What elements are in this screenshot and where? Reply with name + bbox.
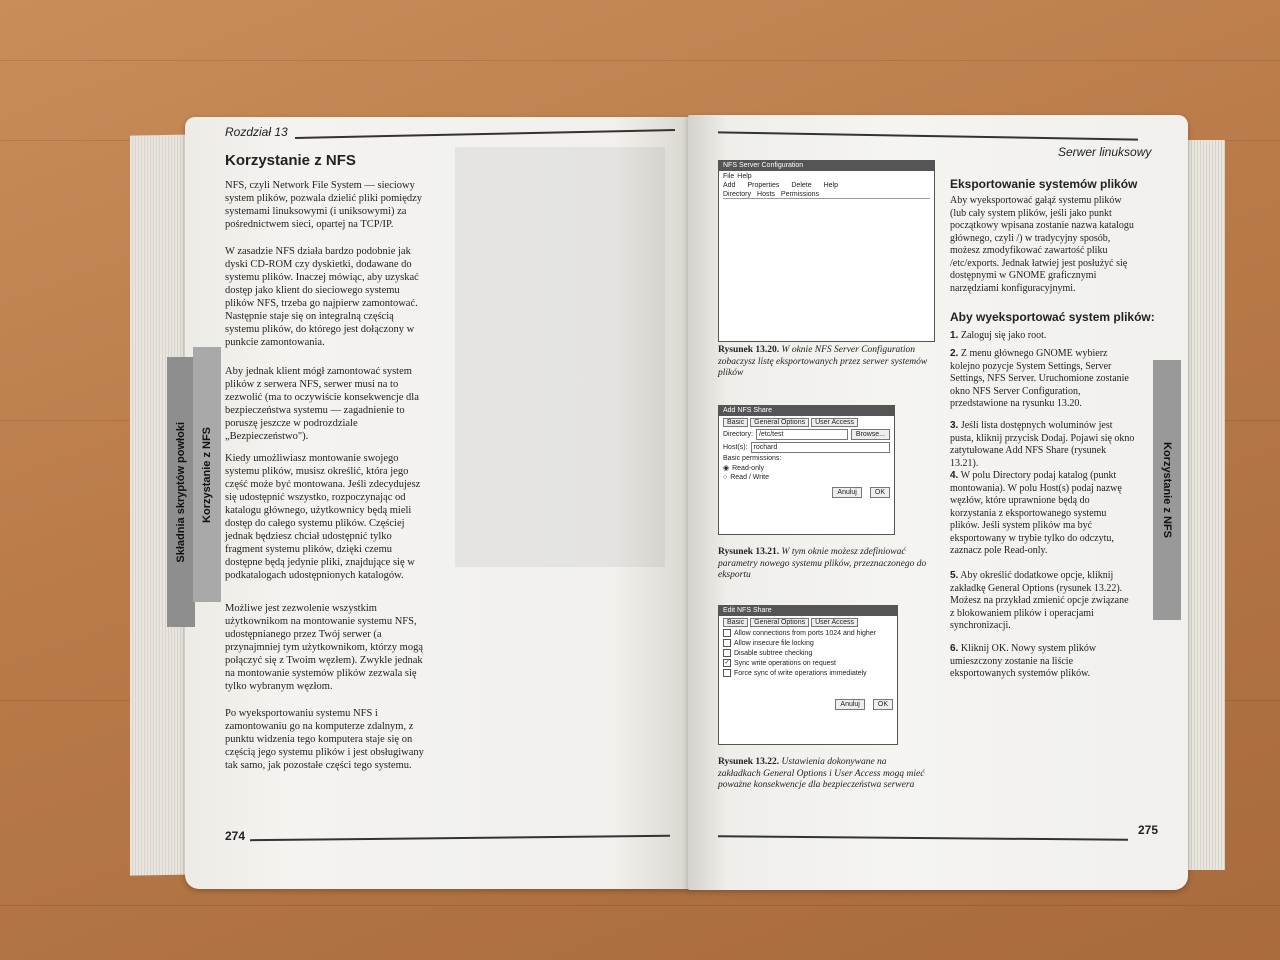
toolbar-add[interactable]: Add bbox=[723, 182, 736, 189]
step-2: 2. Z menu głównego GNOME wybierz kolejno pozycje System Settings, Server Settings, NFS Server. Uruchomione zostanie okno NFS Server Configuration, przedstawione na rysunku 13.20. bbox=[950, 348, 1129, 409]
left-page-number: 274 bbox=[225, 829, 246, 843]
open-book bbox=[110, 95, 1230, 895]
ok-button[interactable]: OK bbox=[873, 699, 893, 710]
tab-user-access[interactable]: User Access bbox=[811, 418, 858, 427]
paragraph-6: Po wyeksportowaniu systemu NFS i zamontowaniu go na komputerze zdalnym, z punktu widzenia tego komputera staje się on częścią jego systemu plików i jest obsługiwany tak samo, jak pozostałe części tego systemu. bbox=[225, 708, 424, 771]
step-5: 5. Aby określić dodatkowe opcje, kliknij zakładkę General Options (rysunek 13.22). Możesz na przykład zmienić opcje związane z blokowaniem plików i operacjami synchronizacji. bbox=[950, 570, 1129, 631]
checkbox-icon[interactable] bbox=[723, 649, 731, 657]
read-write-option: Read / Write bbox=[730, 474, 770, 481]
paragraph-1: NFS, czyli Network File System — sieciowy system plików, pozwala dzielić pliki pomiędzy systemami linuksowymi (i uniksowymi) za pośrednictwem sieci, opartej na TCP/IP. bbox=[225, 180, 423, 230]
step-1: 1. Zaloguj się jako root. bbox=[950, 330, 1047, 341]
tab-basic[interactable]: Basic bbox=[723, 618, 748, 627]
paragraph-2: W zasadzie NFS działa bardzo podobnie jak dyski CD-ROM czy dyskietki, dodawane do systemu plików. Inaczej mówiąc, aby uzyskać dostęp jako klient do sieciowego systemu plików NFS, trzeba go najpierw zamontować. Następnie staje się on integralną częścią systemu plików, do którego jest dołączony w punkcie zamontowania. bbox=[225, 246, 419, 348]
option-force-sync: Force sync of write operations immediately bbox=[734, 669, 867, 677]
window-title: Add NFS Share bbox=[719, 406, 894, 416]
paragraph-3: Aby jednak klient mógł zamontować system plików z serwera NFS, serwer musi na to zezwolić (ma to oczywiście konsekwencje dla bezpieczeństwa systemu — zagadnienie to poruszę jeszcze w podrozdziale „Bezpieczeństwo"). bbox=[225, 366, 419, 442]
checkbox-checked-icon[interactable]: ✓ bbox=[724, 660, 730, 666]
side-tab-outer: Składnia skryptów powłoki bbox=[167, 357, 195, 627]
cancel-button[interactable]: Anuluj bbox=[832, 487, 861, 498]
caption-13-20: Rysunek 13.20. W oknie NFS Server Configuration zobaczysz listę eksportowanych przez serwer systemów plików bbox=[718, 345, 928, 378]
left-page-title: Korzystanie z NFS bbox=[225, 152, 356, 169]
checkbox-icon[interactable] bbox=[723, 669, 731, 677]
tab-general-options[interactable]: General Options bbox=[750, 418, 809, 427]
hosts-field[interactable]: rochard bbox=[751, 442, 891, 453]
directory-label: Directory: bbox=[723, 431, 753, 438]
permissions-label: Basic permissions: bbox=[723, 455, 782, 462]
right-page-number: 275 bbox=[1138, 823, 1159, 837]
window-title: NFS Server Configuration bbox=[719, 161, 934, 171]
figure-edit-nfs-share bbox=[718, 605, 898, 745]
tab-user-access[interactable]: User Access bbox=[811, 618, 858, 627]
tab-general-options[interactable]: General Options bbox=[750, 618, 809, 627]
figure-nfs-server-config bbox=[718, 160, 935, 342]
col-permissions: Permissions bbox=[780, 191, 820, 198]
option-subtree: Disable subtree checking bbox=[734, 649, 813, 657]
radio-empty-icon[interactable]: ○ bbox=[723, 474, 728, 481]
intro-paragraph: Aby wyeksportować gałąź systemu plików (lub cały system plików, jeśli jako punkt początkowy wpisana zostanie nazwa katalogu głównego, czyli /) w tradycyjny sposób, możesz zmodyfikować zawartość pliku /etc/exports. Jednak łatwiej jest posłużyć się dostępnymi w GNOME graficznymi narzędziami konfiguracyjnymi. bbox=[950, 195, 1134, 294]
read-only-option: Read-only bbox=[732, 464, 765, 472]
caption-13-22: Rysunek 13.22. Ustawienia dokonywane na zakładkach General Options i User Access mogą mieć poważne konsekwencje dla bezpieczeństwa serwera bbox=[718, 757, 925, 790]
figure-add-nfs-share bbox=[718, 405, 895, 535]
step-4: 4. W polu Directory podaj katalog (punkt montowania). W polu Host(s) podaj nazwę węzłów, które uprawnione będą do korzystania z eksportowanego systemu plików. Jeśli system plików ma być eksportowany w trybie tylko do odczytu, zaznacz pole Read-only. bbox=[950, 470, 1122, 556]
left-page bbox=[175, 117, 690, 889]
paragraph-5: Możliwe jest zezwolenie wszystkim użytkownikom na montowanie systemu NFS, udostępnianego przez Twój serwer (a przynajmniej tym użytkownikom, którzy mogą połączyć się z Twoim węzłem). Zwykle jednak na montowanie systemów plików zezwala się tylko wybranym węzłom. bbox=[225, 603, 424, 692]
step-3: 3. Jeśli lista dostępnych woluminów jest pusta, kliknij przycisk Dodaj. Pojawi się okno zatytułowane Add NFS Share (rysunek 13.21). bbox=[950, 420, 1135, 469]
howto-title: Aby wyeksportować system plików: bbox=[950, 310, 1155, 324]
ok-button[interactable]: OK bbox=[870, 487, 890, 498]
section-title: Eksportowanie systemów plików bbox=[950, 177, 1138, 191]
cancel-button[interactable]: Anuluj bbox=[835, 699, 864, 710]
side-tab-inner: Korzystanie z NFS bbox=[193, 347, 221, 602]
caption-13-21: Rysunek 13.21. W tym oknie możesz zdefiniować parametry nowego systemu plików, przeznaczonego do eksportu bbox=[718, 547, 927, 580]
checkbox-icon[interactable] bbox=[723, 639, 731, 647]
checkbox-icon[interactable] bbox=[723, 629, 731, 637]
tab-basic[interactable]: Basic bbox=[723, 418, 748, 427]
toolbar-delete[interactable]: Delete bbox=[791, 182, 812, 189]
left-running-head: Rozdział 13 bbox=[225, 125, 288, 139]
option-ports: Allow connections from ports 1024 and higher bbox=[734, 629, 877, 637]
directory-field[interactable]: /etc/test bbox=[756, 429, 848, 440]
menu-help[interactable]: Help bbox=[737, 173, 752, 180]
menu-file[interactable]: File bbox=[723, 173, 735, 180]
right-page bbox=[688, 115, 1188, 890]
radio-selected-icon[interactable]: ◉ bbox=[723, 465, 730, 472]
step-6: 6. Kliknij OK. Nowy system plików umieszczony zostanie na liście eksportowanych systemów plików. bbox=[950, 643, 1097, 679]
option-sync-request: Sync write operations on request bbox=[734, 659, 836, 667]
toolbar-properties[interactable]: Properties bbox=[747, 182, 780, 189]
window-title: Edit NFS Share bbox=[719, 606, 897, 616]
col-hosts: Hosts bbox=[757, 191, 775, 198]
option-insecure-locking: Allow insecure file locking bbox=[734, 639, 814, 647]
show-through-text bbox=[455, 147, 665, 567]
browse-button[interactable]: Browse... bbox=[851, 429, 890, 440]
col-directory: Directory bbox=[723, 191, 752, 198]
toolbar-help[interactable]: Help bbox=[823, 182, 839, 189]
paragraph-4: Kiedy umożliwiasz montowanie swojego systemu plików, musisz określić, która jego część może być montowana. Jeśli zdecydujesz się udostępnić wszystko, rozpoczynając od katalogu głównego, użytkownicy będą mieli dostęp do całego systemu plików. Częściej jednak będziesz chciał udostępnić tylko fragment systemu plików, dzięki czemu dostępne będą jedynie pliki, znajdujące się w podkatalogach udostępnionych katalogów. bbox=[225, 453, 421, 581]
side-tab-right: Korzystanie z NFS bbox=[1153, 360, 1181, 620]
hosts-label: Host(s): bbox=[723, 444, 748, 451]
right-running-head: Serwer linuksowy bbox=[1058, 145, 1152, 159]
